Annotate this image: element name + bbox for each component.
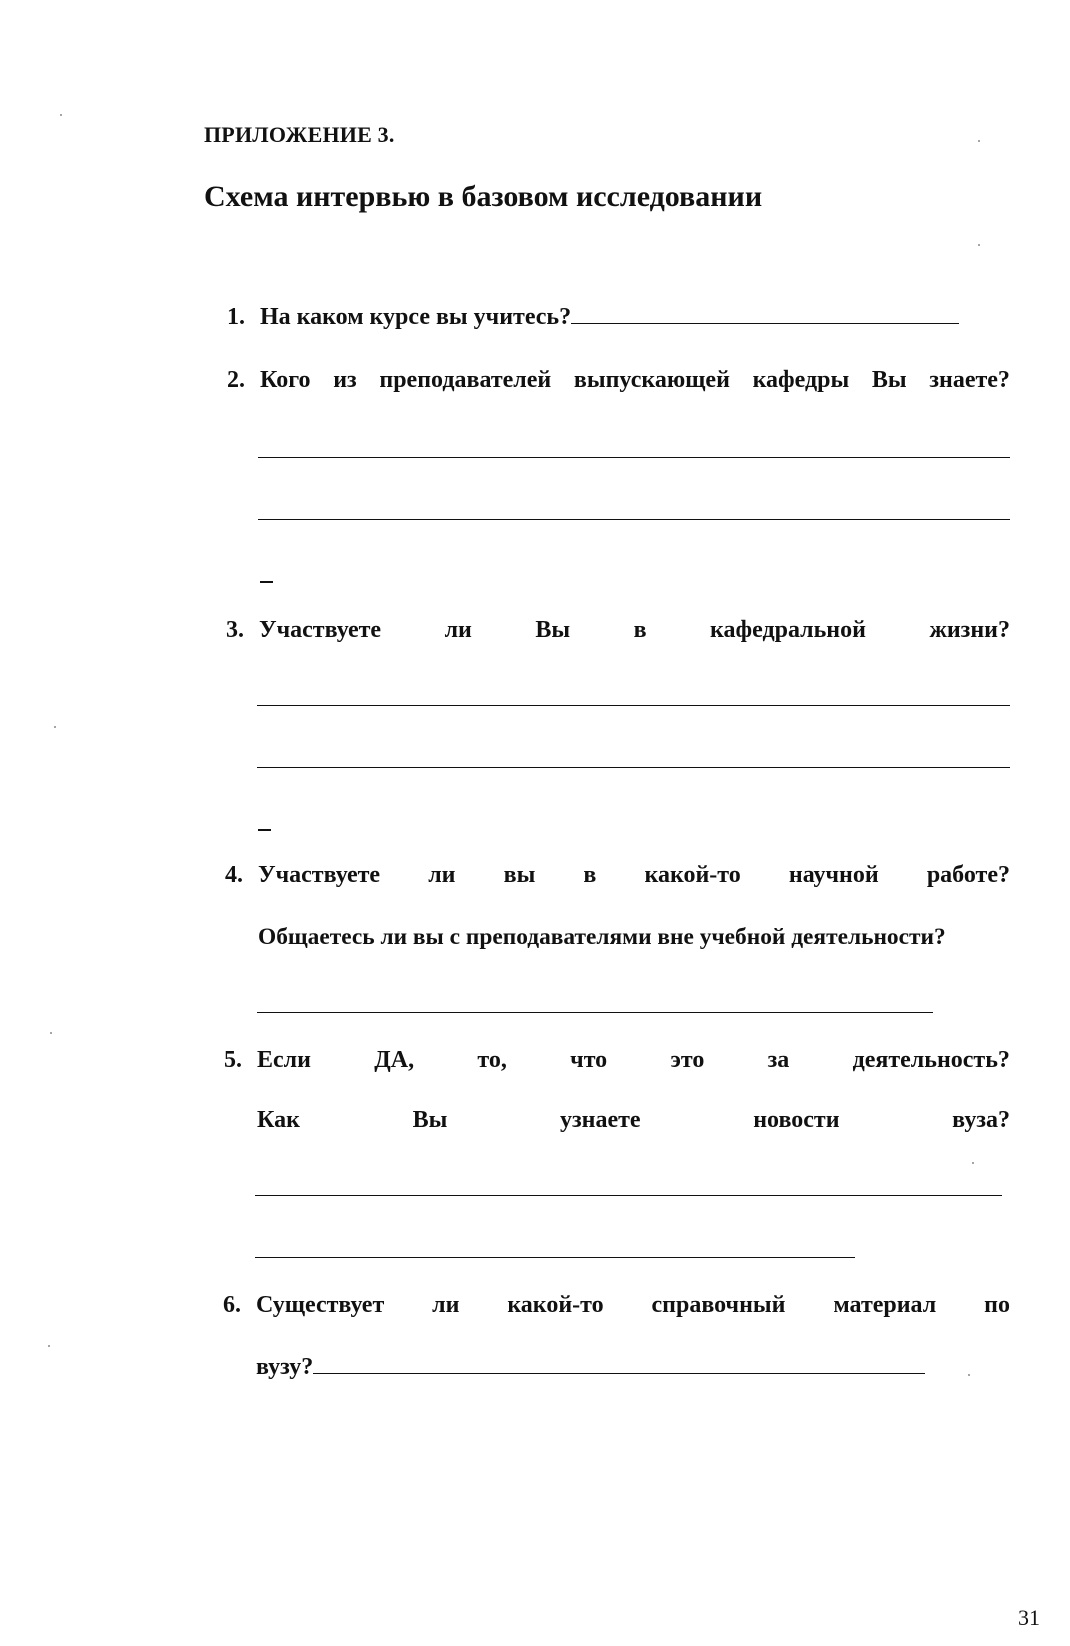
question-3-text xyxy=(259,617,1010,644)
question-3-word: жизни? xyxy=(929,617,1010,643)
question-6-word: по xyxy=(984,1292,1010,1318)
question-4-word: вы xyxy=(503,862,536,888)
question-4-word: в xyxy=(583,862,597,888)
question-5-answer-line[interactable] xyxy=(255,1257,855,1258)
question-1-text: На каком курсе вы учитесь? xyxy=(260,304,572,330)
question-6-continuation: вузу? xyxy=(256,1354,314,1380)
question-2-word: кафедры xyxy=(752,367,850,393)
scan-speck xyxy=(48,1345,50,1347)
question-4-number: 4. xyxy=(225,862,243,888)
question-1-row xyxy=(260,304,959,331)
question-3-word: Вы xyxy=(535,617,571,643)
question-5-continuation-word: Как xyxy=(257,1107,300,1133)
question-2-word: преподавателей xyxy=(379,367,552,393)
question-4-word: работе? xyxy=(926,862,1010,888)
question-6-word: ли xyxy=(432,1292,460,1318)
question-3-answer-dash xyxy=(258,829,271,831)
question-3-word: Участвуете xyxy=(259,617,382,643)
question-1-number: 1. xyxy=(227,304,245,330)
question-3-word: ли xyxy=(444,617,472,643)
question-2-word: Вы xyxy=(871,367,907,393)
question-4-answer-line[interactable] xyxy=(257,1012,933,1013)
scan-speck xyxy=(978,140,980,142)
question-5-word: Если xyxy=(257,1047,311,1073)
question-2-word: Кого xyxy=(260,367,311,393)
question-5-word: ДА, xyxy=(374,1047,415,1073)
question-4-word: какой-то xyxy=(644,862,741,888)
question-2-answer-dash xyxy=(260,581,273,583)
question-2-word: из xyxy=(333,367,357,393)
question-4-text xyxy=(258,862,1010,889)
question-5-word: что xyxy=(570,1047,608,1073)
question-5-continuation-word: новости xyxy=(753,1107,840,1133)
document-title: Схема интервью в базовом исследовании xyxy=(204,180,763,213)
scan-speck xyxy=(972,1162,974,1164)
question-4-word: Участвуете xyxy=(258,862,381,888)
question-5-continuation-word: вуза? xyxy=(952,1107,1010,1133)
question-6-answer-line[interactable] xyxy=(313,1373,925,1374)
question-5-word: за xyxy=(767,1047,790,1073)
appendix-label: ПРИЛОЖЕНИЕ 3. xyxy=(204,122,395,147)
question-5-continuation-word: узнаете xyxy=(559,1107,641,1133)
question-3-answer-line[interactable] xyxy=(257,705,1010,706)
question-4-word: научной xyxy=(788,862,879,888)
scan-speck xyxy=(60,114,62,116)
question-3-word: кафедральной xyxy=(710,617,866,643)
question-5-text xyxy=(257,1047,1010,1074)
question-5-continuation-word: Вы xyxy=(412,1107,448,1133)
question-6-word: Существует xyxy=(256,1292,385,1318)
question-2-word: знаете? xyxy=(929,367,1010,393)
question-3-answer-line[interactable] xyxy=(257,767,1010,768)
question-6-number: 6. xyxy=(223,1292,241,1318)
question-3-number: 3. xyxy=(226,617,244,643)
question-2-answer-line[interactable] xyxy=(258,457,1010,458)
question-5-number: 5. xyxy=(224,1047,242,1073)
question-4-continuation: Общаетесь ли вы с преподавателями вне учебной деятельности? xyxy=(258,924,946,950)
question-6-word: какой-то xyxy=(507,1292,604,1318)
question-6-word: справочный xyxy=(651,1292,786,1318)
scan-speck xyxy=(54,726,56,728)
question-5-word: то, xyxy=(477,1047,507,1073)
question-5-answer-line[interactable] xyxy=(255,1195,1002,1196)
question-2-number: 2. xyxy=(227,367,245,393)
question-5-word: деятельность? xyxy=(852,1047,1010,1073)
question-2-answer-line[interactable] xyxy=(258,519,1010,520)
page-number: 31 xyxy=(1018,1605,1040,1630)
question-6-continuation-row xyxy=(256,1354,925,1381)
question-4-word: ли xyxy=(428,862,456,888)
question-1-answer-line[interactable] xyxy=(571,323,959,324)
scan-speck xyxy=(968,1374,970,1376)
question-6-text xyxy=(256,1292,1010,1319)
question-3-word: в xyxy=(633,617,647,643)
question-6-word: материал xyxy=(833,1292,937,1318)
scan-speck xyxy=(50,1032,52,1034)
scan-speck xyxy=(978,244,980,246)
question-5-continuation xyxy=(257,1107,1010,1134)
question-2-text xyxy=(260,367,1010,394)
question-5-word: это xyxy=(670,1047,705,1073)
question-2-word: выпускающей xyxy=(573,367,730,393)
